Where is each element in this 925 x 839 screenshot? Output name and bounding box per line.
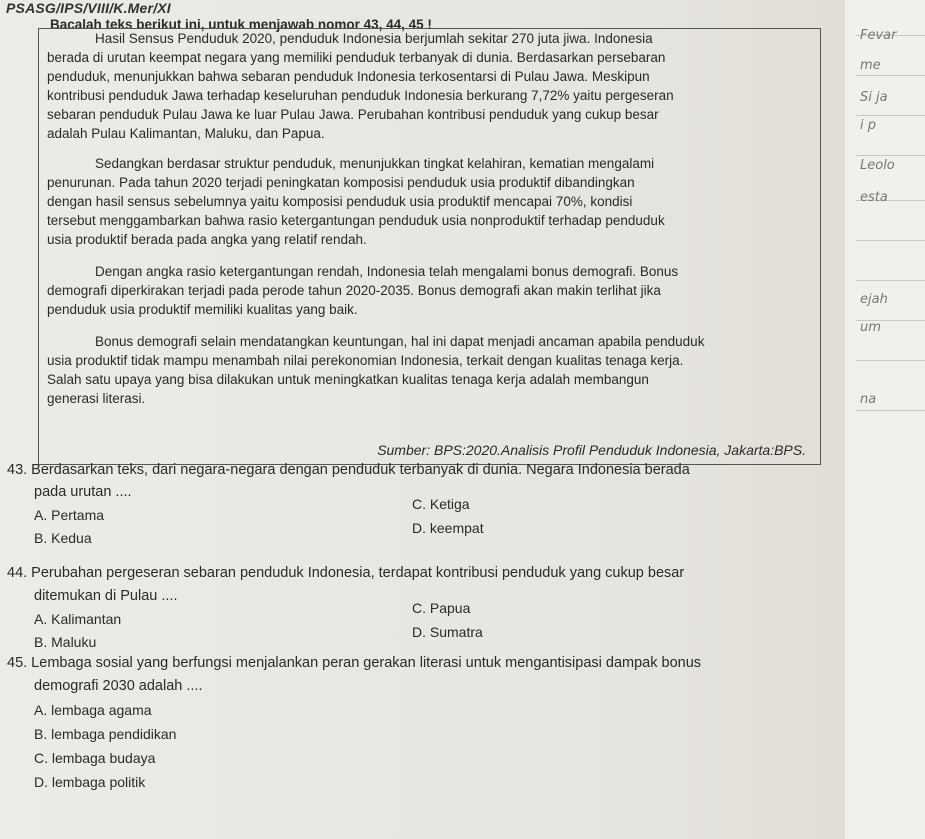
ruled-line	[856, 155, 925, 156]
question-45-stem-cont: demografi 2030 adalah ....	[34, 678, 203, 694]
document-header-code: PSASG/IPS/VIII/K.Mer/XI	[6, 0, 171, 16]
question-45-stem: 45. Lembaga sosial yang berfungsi menjalankan peran gerakan literasi untuk mengantisipasi dampak bonus	[7, 655, 702, 671]
question-43-option-b[interactable]: B. Kedua	[34, 530, 92, 546]
passage-paragraph-4	[47, 332, 812, 408]
margin-handwriting: i p	[860, 118, 876, 133]
passage-line: Hasil Sensus Penduduk 2020, penduduk Indonesia berjumlah sekitar 270 juta jiwa. Indonesia	[95, 31, 653, 46]
facing-page-edge	[845, 0, 925, 839]
passage-line: berada di urutan keempat negara yang memiliki penduduk terbanyak di dunia. Berdasarkan persebaran	[47, 50, 666, 65]
question-45-option-c[interactable]: C. lembaga budaya	[34, 750, 156, 766]
passage-line: Salah satu upaya yang bisa dilakukan untuk meningkatkan kualitas tenaga kerja adalah membangun	[47, 372, 649, 387]
passage-line: dengan hasil sensus sebelumnya yaitu komposisi penduduk usia produktif mencapai 70%, kondisi	[47, 194, 633, 209]
passage-line: adalah Pulau Kalimantan, Maluku, dan Papua.	[47, 126, 325, 141]
question-44-stem: 44. Perubahan pergeseran sebaran penduduk Indonesia, terdapat kontribusi penduduk yang cukup besar	[7, 565, 685, 581]
question-43-option-d[interactable]: D. keempat	[412, 520, 484, 536]
question-44-option-b[interactable]: B. Maluku	[34, 634, 97, 650]
ruled-line	[856, 240, 925, 241]
passage-paragraph-3	[47, 262, 812, 319]
question-43-stem: 43. Berdasarkan teks, dari negara-negara dengan penduduk terbanyak di dunia. Negara Indonesia berada	[7, 462, 690, 478]
margin-handwriting: um	[860, 320, 881, 335]
passage-source: Sumber: BPS:2020.Analisis Profil Penduduk Indonesia, Jakarta:BPS.	[377, 442, 806, 458]
margin-handwriting: me	[860, 58, 881, 73]
passage-paragraph-1	[47, 29, 812, 143]
passage-line: Dengan angka rasio ketergantungan rendah, Indonesia telah mengalami bonus demografi. Bonus	[95, 264, 679, 279]
passage-line: demografi diperkirakan terjadi pada perode tahun 2020-2035. Bonus demografi akan makin terlihat jika	[47, 283, 661, 298]
reading-passage-box	[38, 28, 821, 465]
passage-line: tersebut menggambarkan bahwa rasio ketergantungan penduduk usia nonproduktif terhadap penduduk	[47, 213, 665, 228]
passage-line: usia produktif tidak mampu menambah nilai perekonomian Indonesia, terkait dengan kualitas tenaga kerja.	[47, 353, 684, 368]
passage-line: generasi literasi.	[47, 391, 146, 406]
margin-handwriting: ejah	[860, 292, 888, 307]
passage-line: penduduk, menunjukkan bahwa sebaran penduduk Indonesia terkosentarsi di Pulau Jawa. Meskipun	[47, 69, 650, 84]
passage-paragraph-2	[47, 154, 812, 249]
question-43-option-c[interactable]: C. Ketiga	[412, 496, 470, 512]
ruled-line	[856, 75, 925, 76]
passage-line: Bonus demografi selain mendatangkan keuntungan, hal ini dapat menjadi ancaman apabila penduduk	[95, 334, 705, 349]
instruction-heading: Bacalah teks berikut ini, untuk menjawab nomor 43, 44, 45 !	[50, 17, 432, 32]
question-44-option-c[interactable]: C. Papua	[412, 600, 471, 616]
ruled-line	[856, 115, 925, 116]
passage-line: Sedangkan berdasar struktur penduduk, menunjukkan tingkat kelahiran, kematian mengalami	[95, 156, 655, 171]
passage-line: usia produktif berada pada angka yang relatif rendah.	[47, 232, 367, 247]
ruled-line	[856, 360, 925, 361]
margin-handwriting: Fevar	[860, 28, 897, 43]
passage-line: penduduk usia produktif memiliki kualitas yang baik.	[47, 302, 358, 317]
passage-line: kontribusi penduduk Jawa terhadap keseluruhan penduduk Indonesia berkurang 7,72% yaitu pergeseran	[47, 88, 674, 103]
question-43-option-a[interactable]: A. Pertama	[34, 507, 105, 523]
question-45-option-b[interactable]: B. lembaga pendidikan	[34, 726, 177, 742]
passage-line: sebaran penduduk Pulau Jawa ke luar Pulau Jawa. Perubahan kontribusi penduduk yang cukup besar	[47, 107, 659, 122]
margin-handwriting: na	[860, 392, 877, 407]
ruled-line	[856, 410, 925, 411]
question-44-stem-cont: ditemukan di Pulau ....	[34, 588, 178, 604]
margin-handwriting: Leolo	[860, 158, 895, 173]
question-45-option-d[interactable]: D. lembaga politik	[34, 774, 146, 790]
passage-line: penurunan. Pada tahun 2020 terjadi peningkatan komposisi penduduk usia produktif dibandingkan	[47, 175, 635, 190]
ruled-line	[856, 280, 925, 281]
question-45-option-a[interactable]: A. lembaga agama	[34, 702, 152, 718]
question-43-stem-cont: pada urutan ....	[34, 484, 132, 500]
margin-handwriting: esta	[860, 190, 888, 205]
question-44-option-d[interactable]: D. Sumatra	[412, 624, 483, 640]
question-44-option-a[interactable]: A. Kalimantan	[34, 611, 122, 627]
margin-handwriting: Si ja	[860, 90, 888, 105]
